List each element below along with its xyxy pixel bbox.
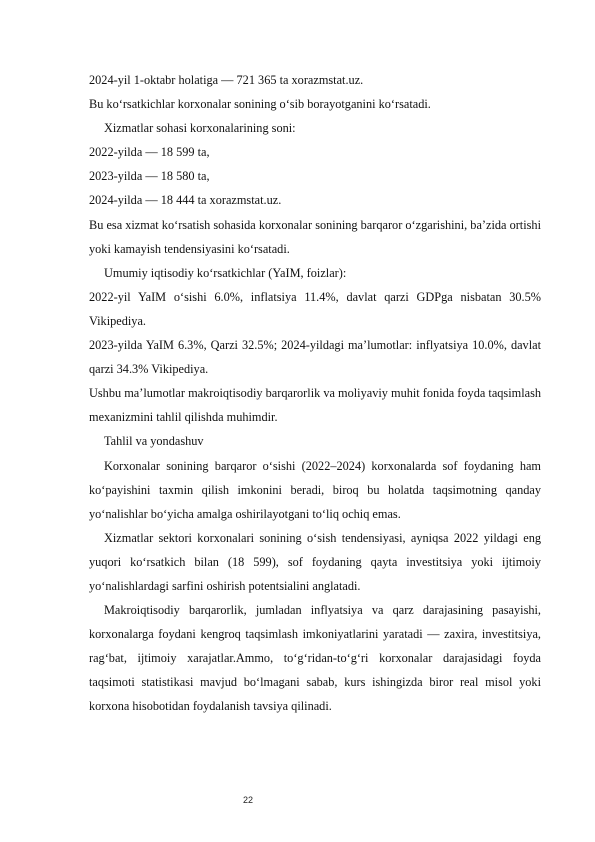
paragraph: 2023-yilda YaIM 6.3%, Qarzi 32.5%; 2024-yildagi ma’lumotlar: inflyatsiya 10.0%, davlat qarzi 34.3% Vikipediya. bbox=[89, 338, 541, 377]
list-item: 2022-yilda — 18 599 ta, bbox=[89, 145, 210, 160]
paragraph: Ushbu ma’lumotlar makroiqtisodiy barqarorlik va moliyaviy muhit fonida foyda taqsimlash mexanizmini tahlil qilishda muhimdir. bbox=[89, 386, 541, 425]
list-item: 2023-yilda — 18 580 ta, bbox=[89, 169, 210, 184]
paragraph: Bu esa xizmat ko‘rsatish sohasida korxonalar sonining barqaror o‘zgarishini, ba’zida ortishi yoki kamayish tendensiyasini ko‘rsatadi. bbox=[89, 217, 541, 256]
section-heading: Tahlil va yondashuv bbox=[104, 434, 204, 449]
paragraph: Makroiqtisodiy barqarorlik, jumladan inflyatsiya va qarz darajasining pasayishi, korxonalarga foydani kengroq taqsimlash imkoniyatlarini yaratadi — zaxira, investitsiya, rag‘bat, ijtimoiy xarajatlar.Ammo, to‘g‘ridan-to‘g‘ri korxonalar darajasidagi foyda taqsimoti statistikasi mavjud bo‘lmagani sabab, kurs ishingizda biror real misol yoki korxona hisobotidan foydalanish tavsiya qilinadi. bbox=[89, 603, 541, 714]
document-body bbox=[89, 68, 541, 719]
page-number: 22 bbox=[243, 795, 254, 805]
paragraph: Korxonalar sonining barqaror o‘sishi (2022–2024) korxonalarda sof foydaning ham ko‘payishini taxmin qilish imkonini beradi, biroq bu holatda taqsimotning qanday yo‘nalishlar bo‘yicha amalga oshirilayotgani to‘liq ochiq emas. bbox=[89, 458, 541, 521]
paragraph: Bu ko‘rsatkichlar korxonalar sonining o‘sib borayotganini ko‘rsatadi. bbox=[89, 97, 431, 112]
section-heading: Xizmatlar sohasi korxonalarining soni: bbox=[104, 121, 296, 136]
paragraph: 2022-yil YaIM o‘sishi 6.0%, inflatsiya 11.4%, davlat qarzi GDPga nisbatan 30.5% Vikipediya. bbox=[89, 289, 541, 328]
paragraph: 2024-yil 1-oktabr holatiga — 721 365 ta xorazmstat.uz. bbox=[89, 73, 364, 87]
paragraph: Xizmatlar sektori korxonalari sonining o‘sish tendensiyasi, ayniqsa 2022 yildagi eng yuqori ko‘rsatkich bilan (18 599), sof foydaning qayta investitsiya yoki ijtimoiy yo‘nalishlardagi sarfini oshirish potentsialini anglatadi. bbox=[89, 530, 541, 593]
list-item: 2024-yilda — 18 444 ta xorazmstat.uz. bbox=[89, 193, 282, 208]
section-heading: Umumiy iqtisodiy ko‘rsatkichlar (YaIM, foizlar): bbox=[104, 265, 347, 280]
